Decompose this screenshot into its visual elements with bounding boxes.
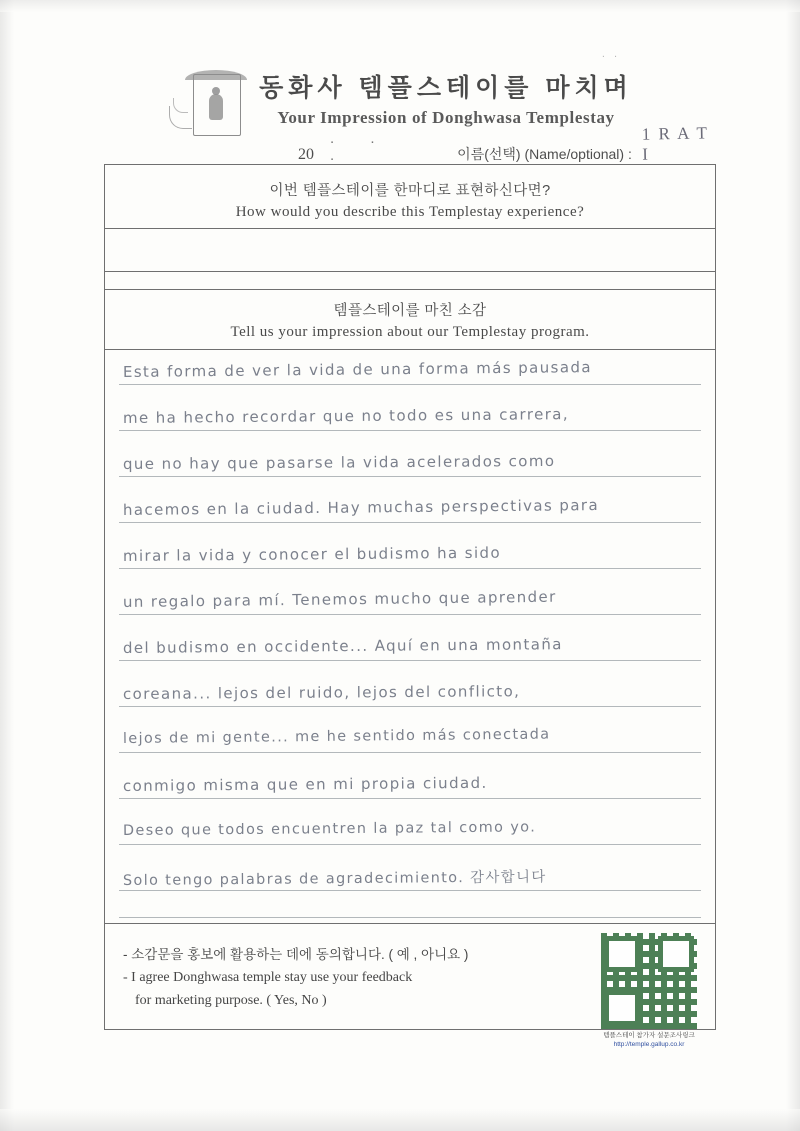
impression-line[interactable]: mirar la vida y conocer el budismo ha sido [122,543,502,565]
impression-line[interactable]: coreana... lejos del ruido, lejos del conflicto, [122,682,521,703]
rule-line [119,890,701,891]
rule-line [119,522,701,523]
rule-line [119,476,701,477]
qr-code-icon[interactable] [601,933,697,1029]
question1-korean: 이번 템플스테이를 한마디로 표현하신다면? [269,183,551,199]
rule-line [119,706,701,707]
rule-line [119,568,701,569]
rule-line [119,614,701,615]
meta-row [108,123,710,164]
impression-line[interactable]: Solo tengo palabras de agradecimiento. 감사합니다 [122,869,547,890]
year-field[interactable]: 20 [298,146,314,163]
impression-line[interactable]: Esta forma de ver la vida de una forma más pausada [122,358,593,381]
scan-smudge: . . [601,48,620,60]
rule-line [119,844,701,845]
impression-line[interactable]: me ha hecho recordar que no todo es una carrera, [122,405,570,427]
consent-block [123,943,553,1016]
rule-line [119,660,701,661]
scan-edge-bottom [0,1109,800,1131]
impression-line[interactable]: conmigo misma que en mi propia ciudad. [122,773,488,795]
title-korean: 동화사 템플스테이를 마치며 [259,74,633,102]
consent-line-english-2[interactable]: for marketing purpose. ( Yes, No ) [135,993,327,1008]
impression-line[interactable]: que no hay que pasarse la vida acelerados como [122,451,556,473]
rule-line [119,917,701,918]
question1-english: How would you describe this Templestay experience? [235,204,585,220]
rule-line [119,798,701,799]
form-frame [104,164,716,1048]
temple-gate-icon [167,68,253,142]
impression-line[interactable]: lejos de mi gente... me he sentido más conectada [122,726,551,747]
rule-line [119,430,701,431]
title-english: Your Impression of Donghwasa Templestay [277,108,615,127]
divider-3 [105,289,715,290]
divider-2 [105,271,715,272]
consent-line-english-1[interactable]: - I agree Donghwasa temple stay use your feedback [123,970,413,985]
page-title [259,62,633,128]
date-dots: . . . [330,130,391,164]
question1-answer-field[interactable] [119,231,701,269]
qr-survey-block[interactable] [597,933,701,1050]
qr-caption-line1: 템플스테이 참가자 설문조사링크 [603,1032,695,1039]
scan-edge-top [0,0,800,12]
question2-korean: 템플스테이를 마친 소감 [333,303,487,319]
rule-line [119,752,701,753]
name-field-value[interactable]: 1 R A T I [641,123,709,164]
impression-line[interactable]: Deseo que todos encuentren la paz tal como yo. [122,819,537,839]
rule-line [119,384,701,385]
scan-edge-right [786,0,800,1131]
qr-caption-url[interactable]: http://temple.gallup.co.kr [613,1040,685,1048]
question2-english: Tell us your impression about our Templestay program. [230,324,590,340]
consent-line-korean[interactable]: - 소감문을 홍보에 활용하는 데에 동의합니다. ( 예 , 아니요 ) [123,947,469,962]
divider-5 [105,923,715,924]
impression-line[interactable]: hacemos en la ciudad. Hay muchas perspectivas para [122,496,600,519]
impression-line[interactable]: del budismo en occidente... Aquí en una montaña [122,635,563,657]
divider-4 [105,349,715,350]
impression-line[interactable]: un regalo para mí. Tenemos mucho que aprender [122,587,557,611]
qr-caption [597,1032,701,1050]
divider-1 [105,228,715,229]
scan-edge-left [0,0,14,1131]
name-label: 이름(선택) (Name/optional) : [457,146,632,162]
